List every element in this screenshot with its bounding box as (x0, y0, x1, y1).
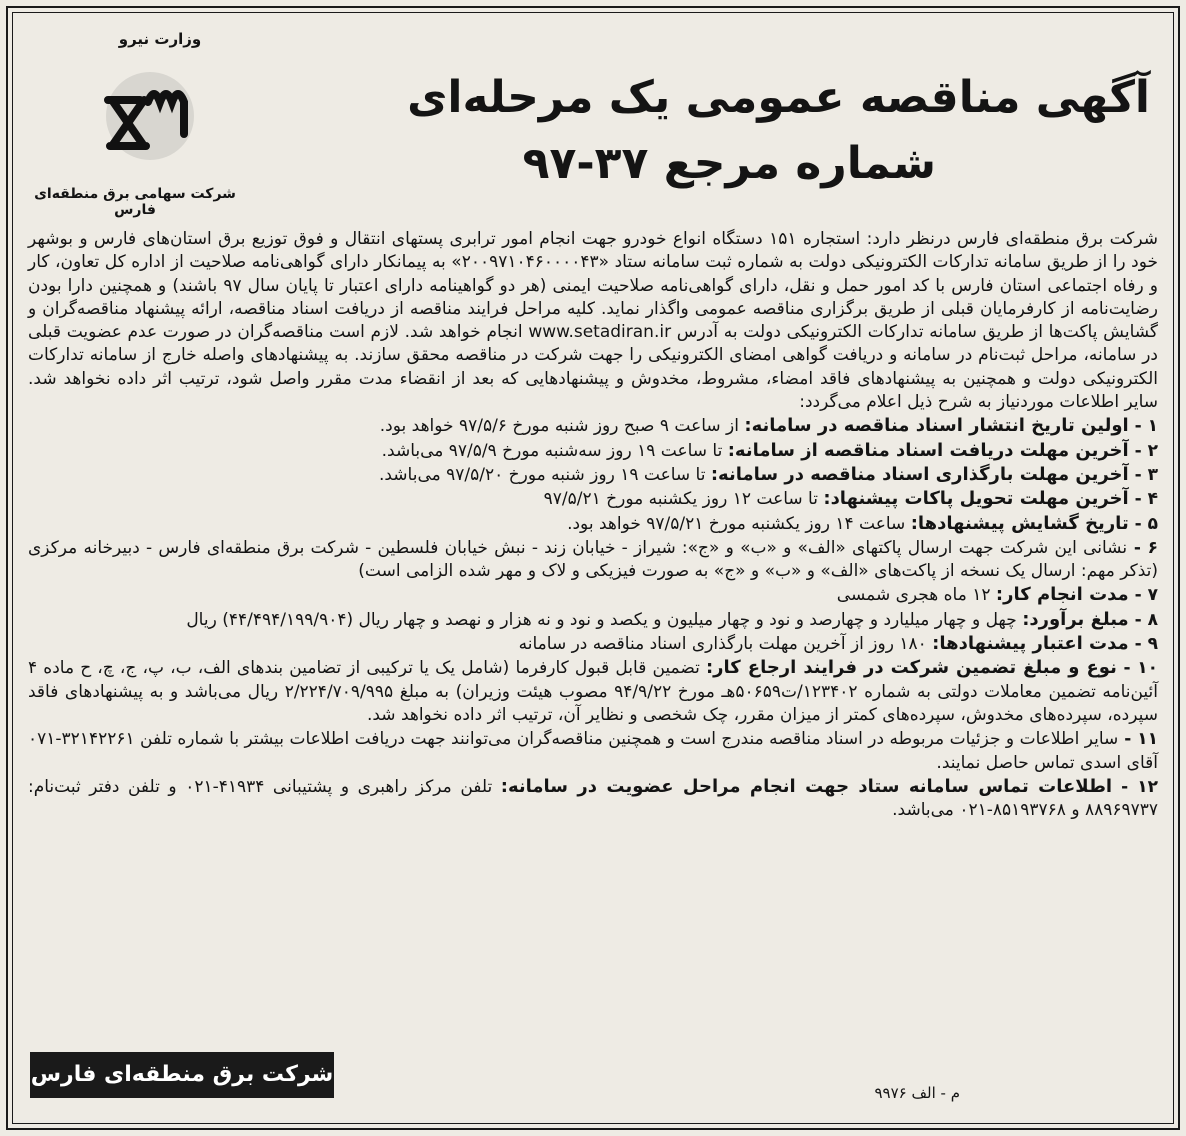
list-item: ۲ - آخرین مهلت دریافت اسناد مناقصه از سامانه: تا ساعت ۱۹ روز سه‌شنبه مورخ ۹۷/۵/۹ می‌باشد. (381, 439, 1158, 461)
company-name-under-logo: شرکت سهامی برق منطقه‌ای فارس (34, 186, 236, 218)
list-item: ۶ - نشانی این شرکت جهت ارسال پاکتهای «الف» و «ب» و «ج»: شیراز - خیابان زند - نبش خیابان فلسطین - شرکت برق منطقه‌ای فارس - دبیرخانه مرکزی (تذکر مهم: ارسال یک نسخه از پاکت‌های «الف» و «ب» و «ج» به صورت فیزیکی و لاک و مهر شده الزامی است) (28, 537, 1158, 582)
list-item: ۱ - اولین تاریخ انتشار اسناد مناقصه در سامانه: از ساعت ۹ صبح روز شنبه مورخ ۹۷/۵/۶ خواهد بود. (379, 415, 1158, 437)
list-item: ۳ - آخرین مهلت بارگذاری اسناد مناقصه در سامانه: تا ساعت ۱۹ روز شنبه مورخ ۹۷/۵/۲۰ می‌باشد. (378, 463, 1158, 485)
ad-body (28, 228, 1158, 822)
ad-title: آگهی مناقصه عمومی یک مرحله‌ای (407, 72, 1150, 123)
list-item: ۱۱ - سایر اطلاعات و جزئیات مربوطه در اسناد مناقصه مندرج است و همچنین مناقصه‌گران می‌توانند جهت دریافت اطلاعات بیشتر با شماره تلفن ۳۲۱۴۲۲۶۱-۰۷۱ آقای اسدی تماس حاصل نمایند. (28, 729, 1158, 773)
company-logo-icon (88, 68, 208, 168)
intro-paragraph: شرکت برق منطقه‌ای فارس درنظر دارد: استجاره ۱۵۱ دستگاه انواع خودرو جهت انجام امور ترابری پستهای انتقال و فوق توزیع برق استان‌های فارس و بوشهر خود را از طریق سامانه تدارکات الکترونیکی دولت به شماره ثبت سامانه ستاد «۲۰۰۹۷۱۰۴۶۰۰۰۰۴۳» به پیمانکار دارای گواهی‌نامه صلاحیت از اداره کل تعاون، کار و رفاه اجتماعی استان فارس با کد امور حمل و نقل، دارای گواهی‌نامه صلاحیت ایمنی (هر دو گواهینامه دارای اعتبار تا پایان سال ۹۷ باشند) و همچنین دارا بودن رضایت‌نامه از کارفرمایان قبلی از طریق برگزاری مناقصه عمومی واگذار نماید. کلیه مراحل فرایند مناقصه از دریافت اسناد مناقصه، ارائه پیشنهاد مناقصه‌گران و گشایش پاکت‌ها از طریق سامانه تدارکات الکترونیکی دولت به آدرس www.setadiran.ir انجام خواهد شد. لازم است مناقصه‌گران در صورت عدم عضویت قبلی در سامانه، مراحل ثبت‌نام در سامانه و دریافت گواهی امضای الکترونیکی را جهت شرکت در مناقصه محقق سازند. به پیشنهادهای واصله خارج از سامانه تدارکات الکترونیکی دولت و همچنین به پیشنهادهای فاقد امضاء، مشروط، مخدوش و پیشنهادهایی که بعد از انقضاء مدت مقرر واصل شود، ترتیب اثر داده نخواهد شد. سایر اطلاعات موردنیاز به شرح ذیل اعلام می‌گردد: (28, 229, 1159, 413)
reference-number: شماره مرجع ۳۷-۹۷ (522, 138, 936, 189)
list-item: ۵ - تاریخ گشایش پیشنهادها: ساعت ۱۴ روز یکشنبه مورخ ۹۷/۵/۲۱ خواهد بود. (567, 512, 1158, 534)
footer-company-banner: شرکت برق منطقه‌ای فارس (30, 1052, 334, 1098)
list-item: ۱۰ - نوع و مبلغ تضمین شرکت در فرایند ارجاع کار: تضمین قابل قبول کارفرما (شامل یک یا ترکیبی از تضامین بندهای الف، ب، پ، ج، چ، ح ماده ۴ آئین‌نامه تضمین معاملات دولتی به شماره ۱۲۳۴۰۲/ت۵۰۶۵۹هـ مورخ ۹۴/۹/۲۲ مصوب هیئت وزیران) به مبلغ ۲/۲۲۴/۷۰۹/۹۹۵ ریال می‌باشد و به پیشنهادهای فاقد سپرده، سپرده‌های مخدوش، سپرده‌های کمتر از میزان مقرر، چک شخصی و نظایر آن، ترتیب اثر داده نخواهد شد. (28, 657, 1159, 725)
list-item: ۹ - مدت اعتبار پیشنهادها: ۱۸۰ روز از آخرین مهلت بارگذاری اسناد مناقصه در سامانه (518, 633, 1158, 655)
list-item: ۴ - آخرین مهلت تحویل پاکات پیشنهاد: تا ساعت ۱۲ روز یکشنبه مورخ ۹۷/۵/۲۱ (543, 488, 1158, 510)
list-item: ۱۲ - اطلاعات تماس سامانه ستاد جهت انجام مراحل عضویت در سامانه: تلفن مرکز راهبری و پشتیبانی ۴۱۹۳۴-۰۲۱ و تلفن دفتر ثبت‌نام: ۸۸۹۶۹۷۳۷ و ۸۵۱۹۳۷۶۸-۰۲۱ می‌باشد. (28, 775, 1158, 821)
list-item: ۸ - مبلغ برآورد: چهل و چهار میلیارد و چهارصد و نود و چهار میلیون و یکصد و نود و نه هزار و نهصد و چهار ریال (۴۴/۴۹۴/۱۹۹/۹۰۴) ریال (186, 608, 1158, 630)
footer-reference-code: م - الف ۹۹۷۶ (874, 1084, 960, 1102)
ministry-name: وزارت نیرو (118, 30, 202, 48)
list-item: ۷ - مدت انجام کار: ۱۲ ماه هجری شمسی (836, 584, 1158, 606)
